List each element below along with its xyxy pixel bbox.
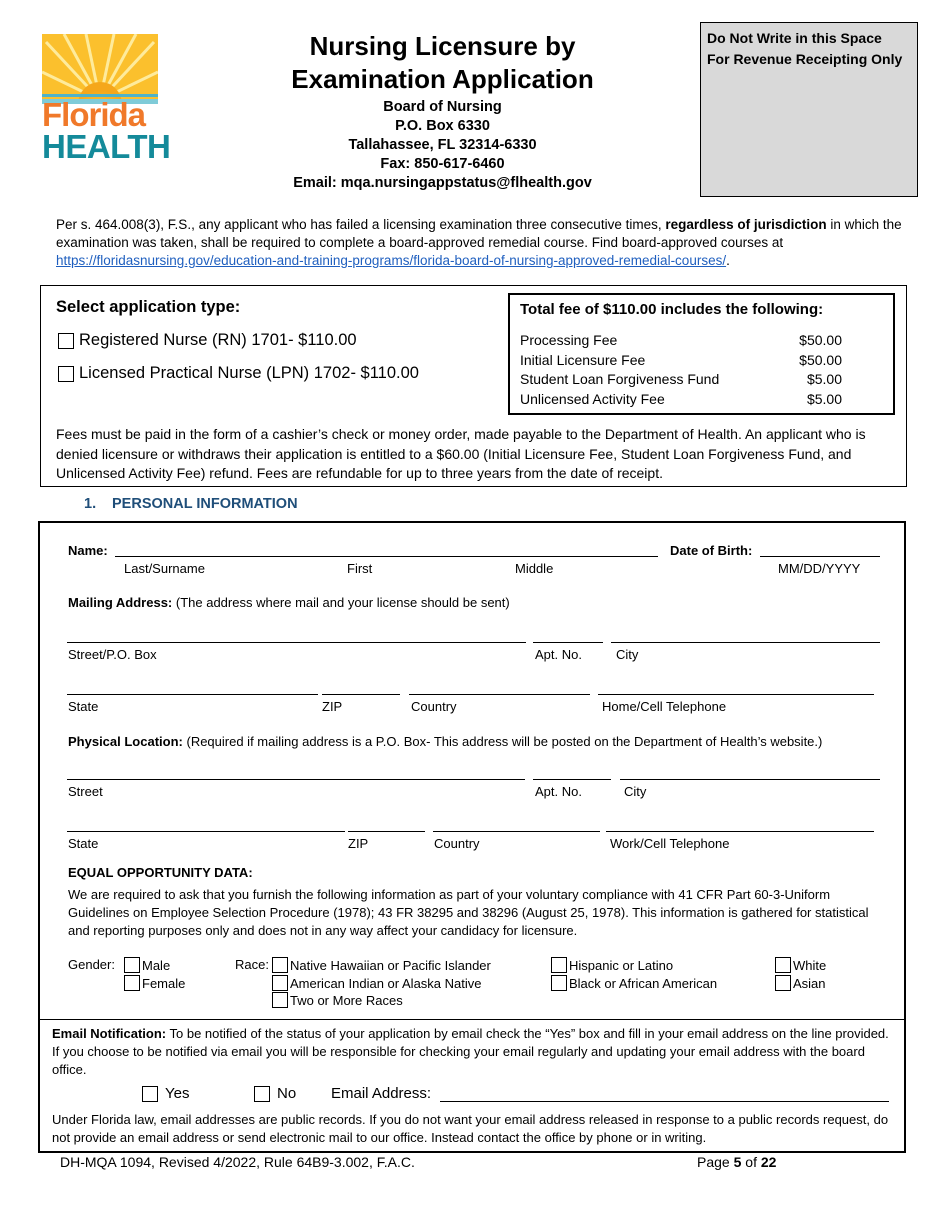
- gender-male-checkbox[interactable]: [124, 957, 140, 973]
- work-telephone-field[interactable]: [606, 831, 874, 832]
- name-sub-first: First: [347, 561, 373, 576]
- race-option[interactable]: White: [775, 957, 826, 973]
- mailing-country-field[interactable]: [409, 694, 590, 695]
- dob-field[interactable]: [760, 556, 880, 557]
- form-identifier: DH-MQA 1094, Revised 4/2022, Rule 64B9-3.002, F.A.C.: [60, 1154, 415, 1170]
- mailing-state-label: State: [68, 699, 99, 714]
- page-number: Page 5 of 22: [697, 1154, 777, 1170]
- race-checkbox[interactable]: [272, 975, 288, 991]
- fee-breakdown-box: [508, 293, 895, 415]
- remedial-course-notice: Per s. 464.008(3), F.S., any applicant who has failed a licensing examination three consecutive times, regardless of jurisdiction in which the examination was taken, shall be required to complete a board-approved remedial course. Find board-approved courses at https://floridasnursing.gov/education-and-training-programs/florida-board-of-nursing-approved-remedial-courses/.: [56, 217, 902, 268]
- race-checkbox[interactable]: [775, 957, 791, 973]
- mailing-city-label: City: [616, 647, 639, 662]
- application-type-heading: Select application type:: [56, 298, 241, 316]
- gender-label: Gender:: [68, 957, 115, 972]
- email-address-field[interactable]: [440, 1101, 889, 1102]
- email-no-option[interactable]: No: [254, 1085, 296, 1102]
- race-label: Race:: [235, 957, 269, 972]
- name-field[interactable]: [115, 556, 658, 557]
- gender-male-option[interactable]: Male: [124, 957, 170, 973]
- physical-country-label: Country: [434, 836, 480, 851]
- email-no-checkbox[interactable]: [254, 1086, 270, 1102]
- physical-state-label: State: [68, 836, 99, 851]
- physical-state-field[interactable]: [67, 831, 345, 832]
- race-option[interactable]: Two or More Races: [272, 992, 403, 1008]
- fee-row: Student Loan Forgiveness Fund $5.00: [520, 371, 842, 387]
- physical-street-label: Street: [68, 784, 103, 799]
- fee-payment-note: Fees must be paid in the form of a cashier’s check or money order, made payable to the Department of Health. An applicant who is denied licensure or withdraws their application is entitled to a $60.00 (Initial Licensure Fee, Student Loan Forgiveness Fund, and Unlicensed Activity Fee) refund. Fees are refundable for up to three years from the date of receipt.: [56, 426, 866, 481]
- mailing-state-field[interactable]: [67, 694, 318, 695]
- fee-row: Unlicensed Activity Fee $5.00: [520, 390, 842, 407]
- physical-apt-label: Apt. No.: [535, 784, 582, 799]
- race-checkbox[interactable]: [272, 957, 288, 973]
- section-heading-personal-info: 1. PERSONAL INFORMATION: [84, 496, 298, 512]
- physical-street-field[interactable]: [67, 779, 525, 780]
- eeo-heading: EQUAL OPPORTUNITY DATA:: [68, 865, 253, 880]
- physical-city-field[interactable]: [620, 779, 880, 780]
- mailing-address-heading: Mailing Address: (The address where mail and your license should be sent): [68, 595, 510, 610]
- race-option[interactable]: Native Hawaiian or Pacific Islander: [272, 957, 491, 973]
- lpn-checkbox[interactable]: [58, 366, 74, 382]
- name-label: Name:: [68, 543, 108, 558]
- mailing-street-label: Street/P.O. Box: [68, 647, 157, 662]
- email-section-divider: [40, 1019, 906, 1020]
- race-option[interactable]: Hispanic or Latino: [551, 957, 673, 973]
- dob-format: MM/DD/YYYY: [778, 561, 861, 576]
- physical-zip-label: ZIP: [348, 836, 369, 851]
- mailing-zip-label: ZIP: [322, 699, 343, 714]
- revenue-receipting-box: Do Not Write in this Space For Revenue Receipting Only: [700, 22, 918, 197]
- race-option[interactable]: Asian: [775, 975, 826, 991]
- logo-text-florida: Florida: [42, 96, 146, 133]
- race-checkbox[interactable]: [551, 975, 567, 991]
- mailing-apt-field[interactable]: [533, 642, 603, 643]
- logo-text-health: HEALTH: [42, 128, 171, 165]
- board-address: Board of Nursing P.O. Box 6330 Tallahassee, FL 32314-6330 Fax: 850-617-6460 Email: mqa.nursingappstatus@flhealth.gov: [293, 99, 592, 191]
- mailing-city-field[interactable]: [611, 642, 880, 643]
- race-checkbox[interactable]: [272, 992, 288, 1008]
- physical-apt-field[interactable]: [533, 779, 611, 780]
- option-lpn[interactable]: Licensed Practical Nurse (LPN) 1702- $110.00: [58, 364, 419, 383]
- sun-icon: [42, 34, 158, 104]
- mailing-apt-label: Apt. No.: [535, 647, 582, 662]
- physical-country-field[interactable]: [433, 831, 600, 832]
- email-yes-checkbox[interactable]: [142, 1086, 158, 1102]
- mailing-zip-field[interactable]: [322, 694, 400, 695]
- fee-row: Processing Fee $50.00: [520, 332, 842, 348]
- option-rn[interactable]: Registered Nurse (RN) 1701- $110.00: [58, 331, 357, 350]
- race-checkbox[interactable]: [775, 975, 791, 991]
- email-yes-option[interactable]: Yes: [142, 1085, 189, 1102]
- work-telephone-label: Work/Cell Telephone: [610, 836, 730, 851]
- physical-zip-field[interactable]: [348, 831, 425, 832]
- remedial-courses-link[interactable]: https://floridasnursing.gov/education-and-training-programs/florida-board-of-nursing-approved-remedial-courses/: [56, 253, 727, 268]
- mailing-country-label: Country: [411, 699, 457, 714]
- page-title: Nursing Licensure by Examination Application: [291, 31, 594, 94]
- physical-location-heading: Physical Location: (Required if mailing address is a P.O. Box- This address will be posted on the Department of Health’s website.): [68, 734, 823, 749]
- name-sub-last: Last/Surname: [124, 561, 205, 576]
- race-option[interactable]: Black or African American: [551, 975, 717, 991]
- mailing-street-field[interactable]: [67, 642, 526, 643]
- fee-row: Initial Licensure Fee $50.00: [520, 351, 842, 368]
- name-sub-middle: Middle: [515, 561, 554, 576]
- dob-label: Date of Birth:: [670, 543, 753, 558]
- race-checkbox[interactable]: [551, 957, 567, 973]
- email-address-label: Email Address:: [331, 1085, 432, 1102]
- race-option[interactable]: American Indian or Alaska Native: [272, 975, 481, 991]
- public-records-notice: Under Florida law, email addresses are public records. If you do not want your email address released in response to a public records request, do not provide an email address or send electronic mail to our office. Instead contact the office by phone or in writing.: [52, 1112, 889, 1145]
- home-telephone-field[interactable]: [598, 694, 874, 695]
- eeo-text: We are required to ask that you furnish the following information as part of your voluntary compliance with 41 CFR Part 60-3-Uniform Guidelines on Employee Selection Procedure (1978); 43 FR 38295 and 38296 (August 25, 1978). This information is gathered for statistical and reporting purposes only and does not in any way affect your candidacy for licensure.: [68, 887, 869, 938]
- home-telephone-label: Home/Cell Telephone: [602, 699, 727, 714]
- rn-checkbox[interactable]: [58, 333, 74, 349]
- gender-female-checkbox[interactable]: [124, 975, 140, 991]
- fee-breakdown-heading: Total fee of $110.00 includes the following:: [520, 301, 824, 318]
- email-notification-text: Email Notification: To be notified of the status of your application by email check the “Yes” box and fill in your email address on the line provided. If you choose to be notified via email you will be responsible for checking your email regularly and updating your email address with the board office.: [52, 1026, 889, 1077]
- gender-female-option[interactable]: Female: [124, 975, 185, 991]
- physical-city-label: City: [624, 784, 647, 799]
